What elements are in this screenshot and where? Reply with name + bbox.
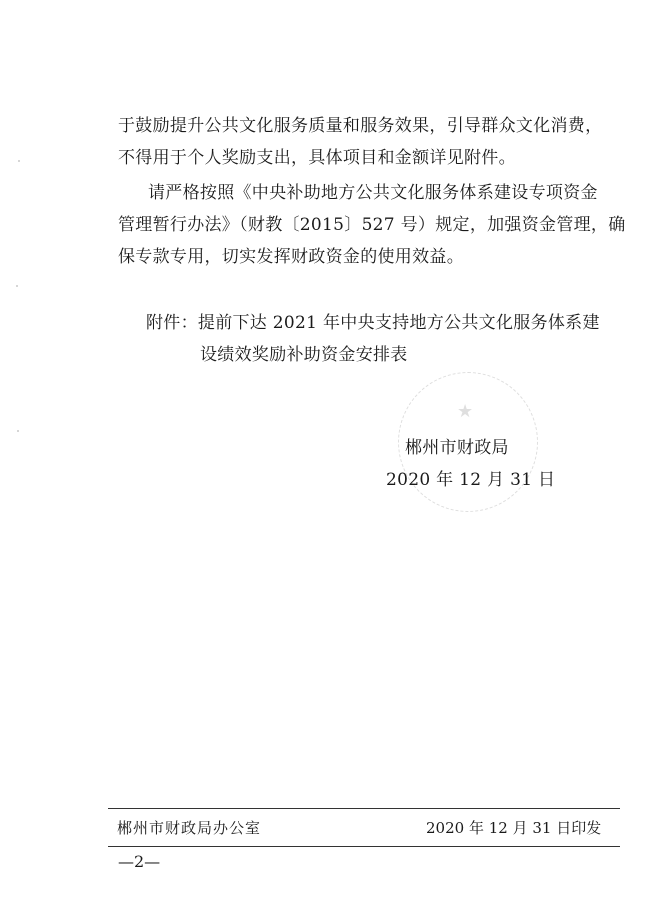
body-line-5: 保专款专用，切实发挥财政资金的使用效益。 — [118, 247, 464, 267]
footer-top-rule — [108, 808, 620, 809]
issue-date: 2020 年 12 月 31 日 — [386, 470, 556, 490]
page-number: —2— — [118, 852, 161, 871]
body-line-2: 不得用于个人奖励支出，具体项目和金额详见附件。 — [118, 148, 516, 168]
scan-speck — [18, 160, 20, 162]
attachment-line-1: 附件：提前下达 2021 年中央支持地方公共文化服务体系建 — [146, 313, 600, 333]
footer-office: 郴州市财政局办公室 — [117, 819, 262, 837]
body-line-1: 于鼓励提升公共文化服务质量和服务效果，引导群众文化消费， — [118, 116, 603, 136]
seal-star-icon: ★ — [457, 401, 474, 422]
footer-print-date: 2020 年 12 月 31 日印发 — [426, 819, 602, 837]
attachment-line-2: 设绩效奖励补助资金安排表 — [200, 345, 408, 365]
body-line-4: 管理暂行办法》（财教〔2015〕527 号）规定，加强资金管理，确 — [118, 215, 626, 235]
issuer-name: 郴州市财政局 — [405, 438, 509, 458]
body-line-3: 请严格按照《中央补助地方公共文化服务体系建设专项资金 — [148, 183, 598, 203]
scan-speck — [17, 430, 19, 432]
footer-bottom-rule — [108, 846, 620, 847]
scan-speck — [16, 285, 18, 287]
